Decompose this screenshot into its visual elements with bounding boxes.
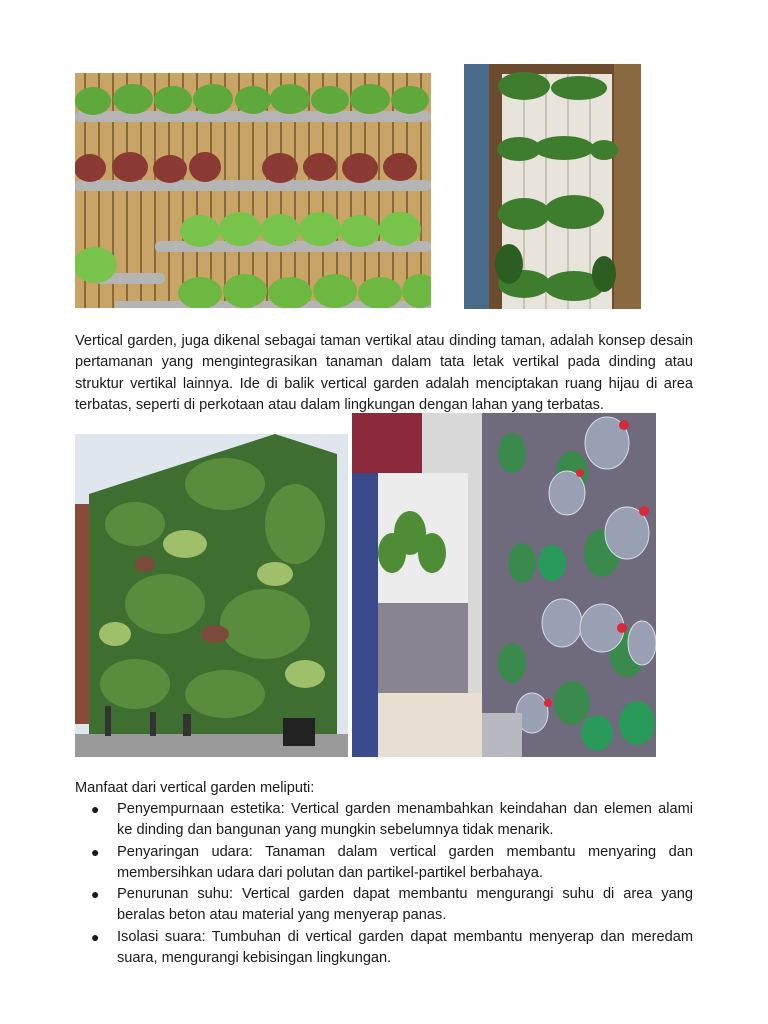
benefit-item-temperature bbox=[75, 884, 693, 927]
benefit-text: Isolasi suara: Tumbuhan di vertical garden dapat membantu menyerap dan meredam suara, mengurangi kebisingan lingkungan. bbox=[117, 928, 693, 967]
pocket-planter-photo bbox=[464, 64, 641, 309]
benefit-text: Penurunan suhu: Vertical garden dapat membantu mengurangi suhu di area yang beralas beton atau material yang menyerap panas. bbox=[117, 886, 693, 924]
benefit-item-air-filtering bbox=[75, 842, 693, 885]
bullet-icon: ● bbox=[91, 886, 100, 903]
bottle-garden-corridor-photo bbox=[352, 413, 656, 757]
benefit-item-aesthetics bbox=[75, 799, 693, 842]
green-wall-building-photo bbox=[75, 434, 348, 757]
bullet-icon: ● bbox=[91, 843, 100, 860]
bullet-icon: ● bbox=[91, 928, 100, 945]
benefit-text: Penyempurnaan estetika: Vertical garden menambahkan keindahan dan elemen alami ke dinding dan bangunan yang mungkin sebelumnya tidak menarik. bbox=[117, 801, 693, 839]
gutter-garden-photo bbox=[75, 73, 431, 308]
benefit-item-sound-insulation bbox=[75, 927, 693, 970]
intro-paragraph: Vertical garden, juga dikenal sebagai taman vertikal atau dinding taman, adalah konsep desain pertamanan yang mengintegrasikan tanaman dalam tata letak vertikal pada dinding atau struktur vertikal lainnya. Ide di balik vertical garden adalah menciptakan ruang hijau di area terbatas, seperti di perkotaan atau dalam lingkungan dengan lahan yang terbatas. bbox=[75, 333, 693, 413]
bullet-icon: ● bbox=[91, 801, 100, 817]
benefit-text: Penyaringan udara: Tanaman dalam vertical garden membantu menyaring dan membersihkan udara dari polutan dan partikel-partikel berbahaya. bbox=[117, 843, 693, 881]
benefits-list bbox=[75, 799, 693, 969]
benefits-heading: Manfaat dari vertical garden meliputi: bbox=[75, 780, 315, 796]
